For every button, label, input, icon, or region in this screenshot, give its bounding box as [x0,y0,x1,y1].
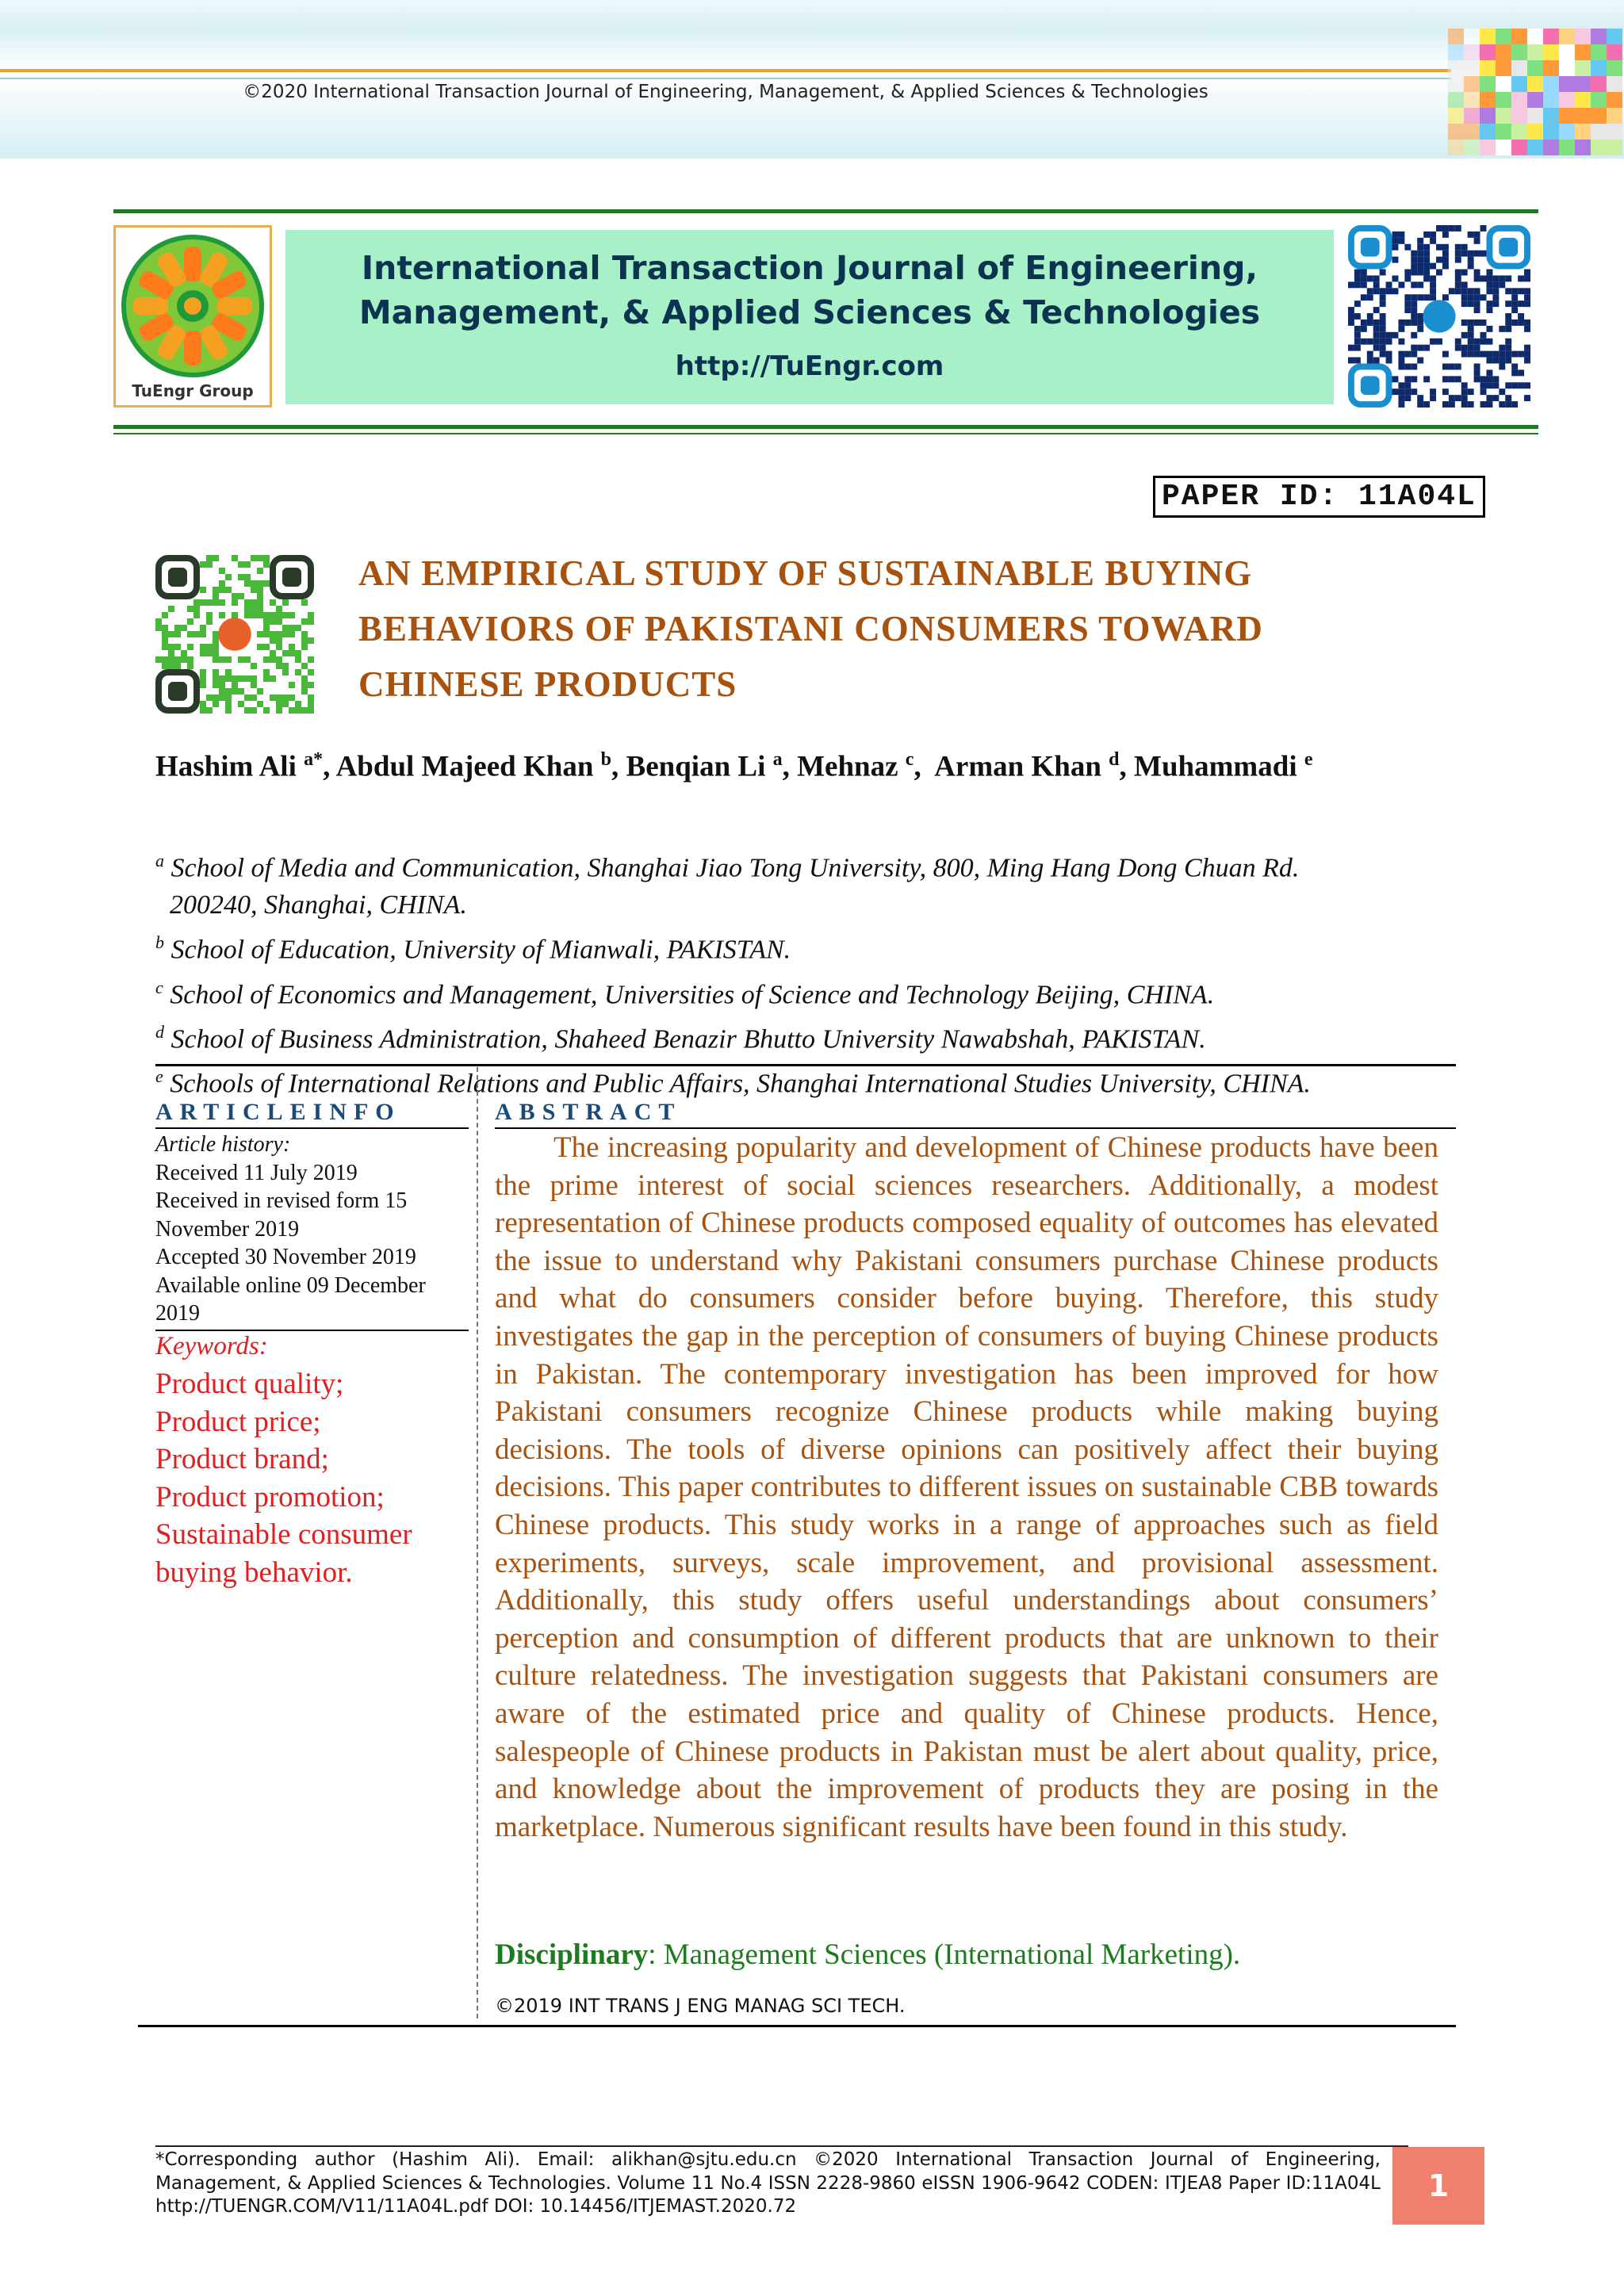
mosaic-tile [1480,29,1496,44]
affiliation-mark: e [155,1066,163,1087]
mosaic-tile [1511,60,1527,76]
affiliation-item [155,842,1464,886]
page-number-badge: 1 [1392,2147,1484,2225]
mosaic-tile [1527,108,1543,124]
history-line: Accepted 30 November 2019 [155,1245,416,1269]
mosaic-tile [1464,44,1480,60]
mosaic-tile [1496,44,1511,60]
mosaic-tile [1448,60,1464,76]
keyword-item: Product price; [155,1405,321,1438]
mosaic-tile [1448,76,1464,92]
mosaic-tile [1591,76,1607,92]
mosaic-tile [1543,140,1559,155]
mosaic-tile [1575,76,1591,92]
mosaic-tile [1448,29,1464,44]
mosaic-tile [1496,76,1511,92]
author-separator: , [323,750,336,783]
keyword-item: Product quality; [155,1368,344,1400]
mosaic-tile [1575,124,1591,140]
affiliation-mark: b [155,932,164,953]
author-affil-mark: a* [304,749,324,770]
mosaic-tile [1559,44,1575,60]
author-affil-mark: b [600,749,612,770]
article-history-lines [155,1159,473,1328]
author-name: Abdul Majeed Khan [335,750,594,783]
mosaic-tile [1480,92,1496,108]
mosaic-tile [1496,140,1511,155]
abstract-copyright: ©2019 INT TRANS J ENG MANAG SCI TECH. [495,1995,906,2017]
mosaic-tile [1559,140,1575,155]
mosaic-tile [1559,29,1575,44]
mosaic-tile [1607,124,1622,140]
author-affil-mark: a [772,749,783,770]
mosaic-tile [1543,29,1559,44]
mosaic-tile [1543,60,1559,76]
journal-title-line-2: Management, & Applied Sciences & Technologies [358,293,1261,331]
mosaic-tile [1591,92,1607,108]
mosaic-tile [1464,60,1480,76]
history-line: November 2019 [155,1216,300,1242]
author-name: Muhammadi [1134,750,1297,783]
keywords-rule [155,1330,469,1331]
mosaic-tile [1448,124,1464,140]
mosaic-tile [1559,60,1575,76]
mosaic-tile [1527,29,1543,44]
header-bottom-rule-thin [113,433,1538,434]
mosaic-tile [1575,92,1591,108]
author-separator: , [1119,750,1135,783]
history-line: 2019 [155,1301,200,1326]
mosaic-tile [1607,76,1622,92]
keyword-item: buying behavior. [155,1556,353,1589]
affiliation-text: School of Business Administration, Shaheed Benazir Bhutto University Nawabshah, PAKISTAN. [170,1024,1206,1054]
mosaic-tile [1591,29,1607,44]
banner-orange-line [0,69,1451,72]
mosaic-tile [1448,108,1464,124]
affiliation-text: School of Media and Communication, Shanghai Jiao Tong University, 800, Ming Hang Dong Chuan Rd. [170,853,1300,883]
author-name: Hashim Ali [155,750,297,783]
mosaic-tile [1607,108,1622,124]
mosaic-tile [1591,60,1607,76]
disciplinary-value: : Management Sciences (International Marketing). [648,1938,1241,1971]
mosaic-tile [1496,124,1511,140]
mosaic-tile [1591,140,1607,155]
journal-qr-code-icon [1348,225,1530,408]
mosaic-tile [1464,108,1480,124]
journal-title-line-1: International Transaction Journal of Engineering, [361,249,1258,287]
mosaic-tile [1527,60,1543,76]
mosaic-tile [1607,140,1622,155]
affiliation-mark: d [155,1021,164,1042]
mosaic-tile [1527,124,1543,140]
author-name: Mehnaz [797,750,898,783]
tuengr-logo-icon [116,231,270,381]
author-affil-mark: d [1109,749,1120,770]
affiliation-text: School of Economics and Management, Universities of Science and Technology Beijing, CHINA. [170,979,1215,1009]
paper-title-line: AN EMPIRICAL STUDY OF SUSTAINABLE BUYING [358,553,1253,593]
mosaic-tile [1527,76,1543,92]
paper-title [358,545,1421,712]
mosaic-tile [1543,44,1559,60]
mosaic-tile [1496,108,1511,124]
mosaic-tile [1464,140,1480,155]
author-separator: , [782,750,798,783]
affiliation-text: Schools of International Relations and Public Affairs, Shanghai International Studies University, CHINA. [170,1069,1311,1099]
mosaic-tile [1543,124,1559,140]
author-name: Benqian Li [626,750,766,783]
column-divider [477,1067,478,2019]
author-list [155,749,1503,783]
mosaic-tile [1464,124,1480,140]
paper-title-line: CHINESE PRODUCTS [358,664,737,704]
mosaic-tile [1480,60,1496,76]
mosaic-tile [1511,140,1527,155]
abstract-heading: ABSTRACT [495,1099,682,1125]
keywords-heading: Keywords: [155,1332,268,1360]
keyword-item: Product brand; [155,1443,329,1475]
author-affil-mark: e [1304,749,1313,770]
mosaic-tile [1607,29,1622,44]
article-history-title: Article history: [155,1132,291,1157]
journal-title [285,246,1334,335]
keyword-item: Product promotion; [155,1480,385,1513]
author-affil-mark: c [905,749,914,770]
color-mosaic-icon [1448,29,1622,155]
mosaic-tile [1464,29,1480,44]
affiliation-item [155,1013,1464,1058]
affiliation-text: School of Education, University of Mianwali, PAKISTAN. [170,935,791,965]
mosaic-tile [1575,29,1591,44]
mosaic-tile [1480,124,1496,140]
disciplinary-label: Disciplinary [495,1938,649,1971]
banner-blue-line [0,78,1451,79]
footer-rule [155,2145,1408,2147]
top-banner [0,0,1624,159]
mosaic-tile [1496,29,1511,44]
disciplinary-line [495,1938,1446,1972]
mosaic-tile [1511,29,1527,44]
affiliation-mark: c [155,977,163,997]
mosaic-tile [1448,44,1464,60]
mosaic-tile [1480,108,1496,124]
mosaic-tile [1480,44,1496,60]
mosaic-tile [1591,44,1607,60]
mosaic-tile [1496,92,1511,108]
article-info-heading: ARTICLEINFO [155,1099,401,1125]
history-line: Received in revised form 15 [155,1188,408,1213]
mosaic-tile [1591,108,1607,124]
mosaic-tile [1527,44,1543,60]
article-info-rule [155,1127,469,1129]
abstract-text: The increasing popularity and development of Chinese products have been the prime interest of social sciences researchers. Additionally, a modest representation of Chinese products composed equality of outcomes has elevated the issue to understand why Pakistani consumers purchase Chinese products and what do consumers consider before buying. Therefore, this study investigates the gap in the perception of consumers of buying Chinese products in Pakistan. The contemporary investigation has been improved for how Pakistani consumers recognize Chinese products while making buying decisions. The tools of diverse opinions can positively affect their buying decisions. This paper contributes to different issues on sustainable CBB towards Chinese products. This study works in a range of approaches such as field experiments, surveys, scale improvement, and provisional assessment. Additionally, this study offers useful understandings about consumers’ perception and consumption of different products that are unknown to their culture relatedness. The investigation suggests that Pakistani consumers are aware of the estimated price and quality of Chinese products. Hence, salespeople of Chinese products in Pakistan must be alert about quality, price, and knowledge about the improvement of products they are posing in the marketplace. Numerous significant results have been found in this study. [495,1131,1438,1843]
mosaic-tile [1527,140,1543,155]
mosaic-tile [1559,124,1575,140]
keyword-list [155,1365,473,1591]
mosaic-tile [1511,124,1527,140]
mosaic-tile [1480,76,1496,92]
mosaic-tile [1575,44,1591,60]
mosaic-tile [1511,44,1527,60]
history-line: Available online 09 December [155,1272,426,1298]
mosaic-tile [1543,92,1559,108]
tuengr-logo [113,225,272,408]
header-bottom-rule [113,425,1538,429]
mosaic-tile [1511,76,1527,92]
mosaic-tile [1480,140,1496,155]
affiliation-mark: a [155,851,164,871]
mosaic-tile [1543,108,1559,124]
top-copyright-notice: ©2020 International Transaction Journal of Engineering, Management, & Applied Sciences & Technologies [243,82,1208,102]
paper-id: PAPER ID: 11A04L [1153,476,1485,518]
affiliation-item [155,924,1464,968]
keyword-item: Sustainable consumer [155,1518,412,1551]
author-separator: , [611,750,626,783]
article-qr-code-icon [155,555,314,714]
mosaic-tile [1607,44,1622,60]
author-name: Arman Khan [934,750,1101,783]
mosaic-tile [1575,140,1591,155]
journal-url-link[interactable]: http://TuEngr.com [675,350,944,382]
mosaic-tile [1527,92,1543,108]
mosaic-tile [1591,124,1607,140]
mosaic-tile [1511,108,1527,124]
mosaic-tile [1607,60,1622,76]
history-line: Received 11 July 2019 [155,1160,358,1185]
mosaic-tile [1559,108,1575,124]
author-separator: , [914,750,935,783]
section-bottom-rule [138,2025,1456,2027]
mosaic-tile [1543,76,1559,92]
mosaic-tile [1464,76,1480,92]
mosaic-tile [1559,76,1575,92]
article-history [155,1131,473,1328]
footer-text: *Corresponding author (Hashim Ali). Email: alikhan@sjtu.edu.cn ©2020 International Transaction Journal of Engineering, Management, & Applied Sciences & Technologies. Volume 11 No.4 ISSN 2228-9860 eISSN 1906-9642 CODEN: ITJEA8 Paper ID:11A04L http://TUENGR.COM/V11/11A04L.pdf DOI: 10.14456/ITJEMAST.2020.72 [155,2149,1381,2217]
mosaic-tile [1511,92,1527,108]
affiliation-text-cont: 200240, Shanghai, CHINA. [170,890,467,920]
paper-title-line: BEHAVIORS OF PAKISTANI CONSUMERS TOWARD [358,609,1263,649]
mosaic-tile [1575,60,1591,76]
header-top-rule [113,209,1538,213]
mosaic-tile [1607,92,1622,108]
mosaic-tile [1559,92,1575,108]
mosaic-tile [1575,108,1591,124]
affiliation-item [155,969,1464,1013]
section-top-rule [155,1064,1456,1066]
logo-caption: TuEngr Group [132,381,254,400]
mosaic-tile [1464,92,1480,108]
mosaic-tile [1448,140,1464,155]
journal-header-band [285,230,1334,404]
mosaic-tile [1496,60,1511,76]
mosaic-tile [1448,92,1464,108]
